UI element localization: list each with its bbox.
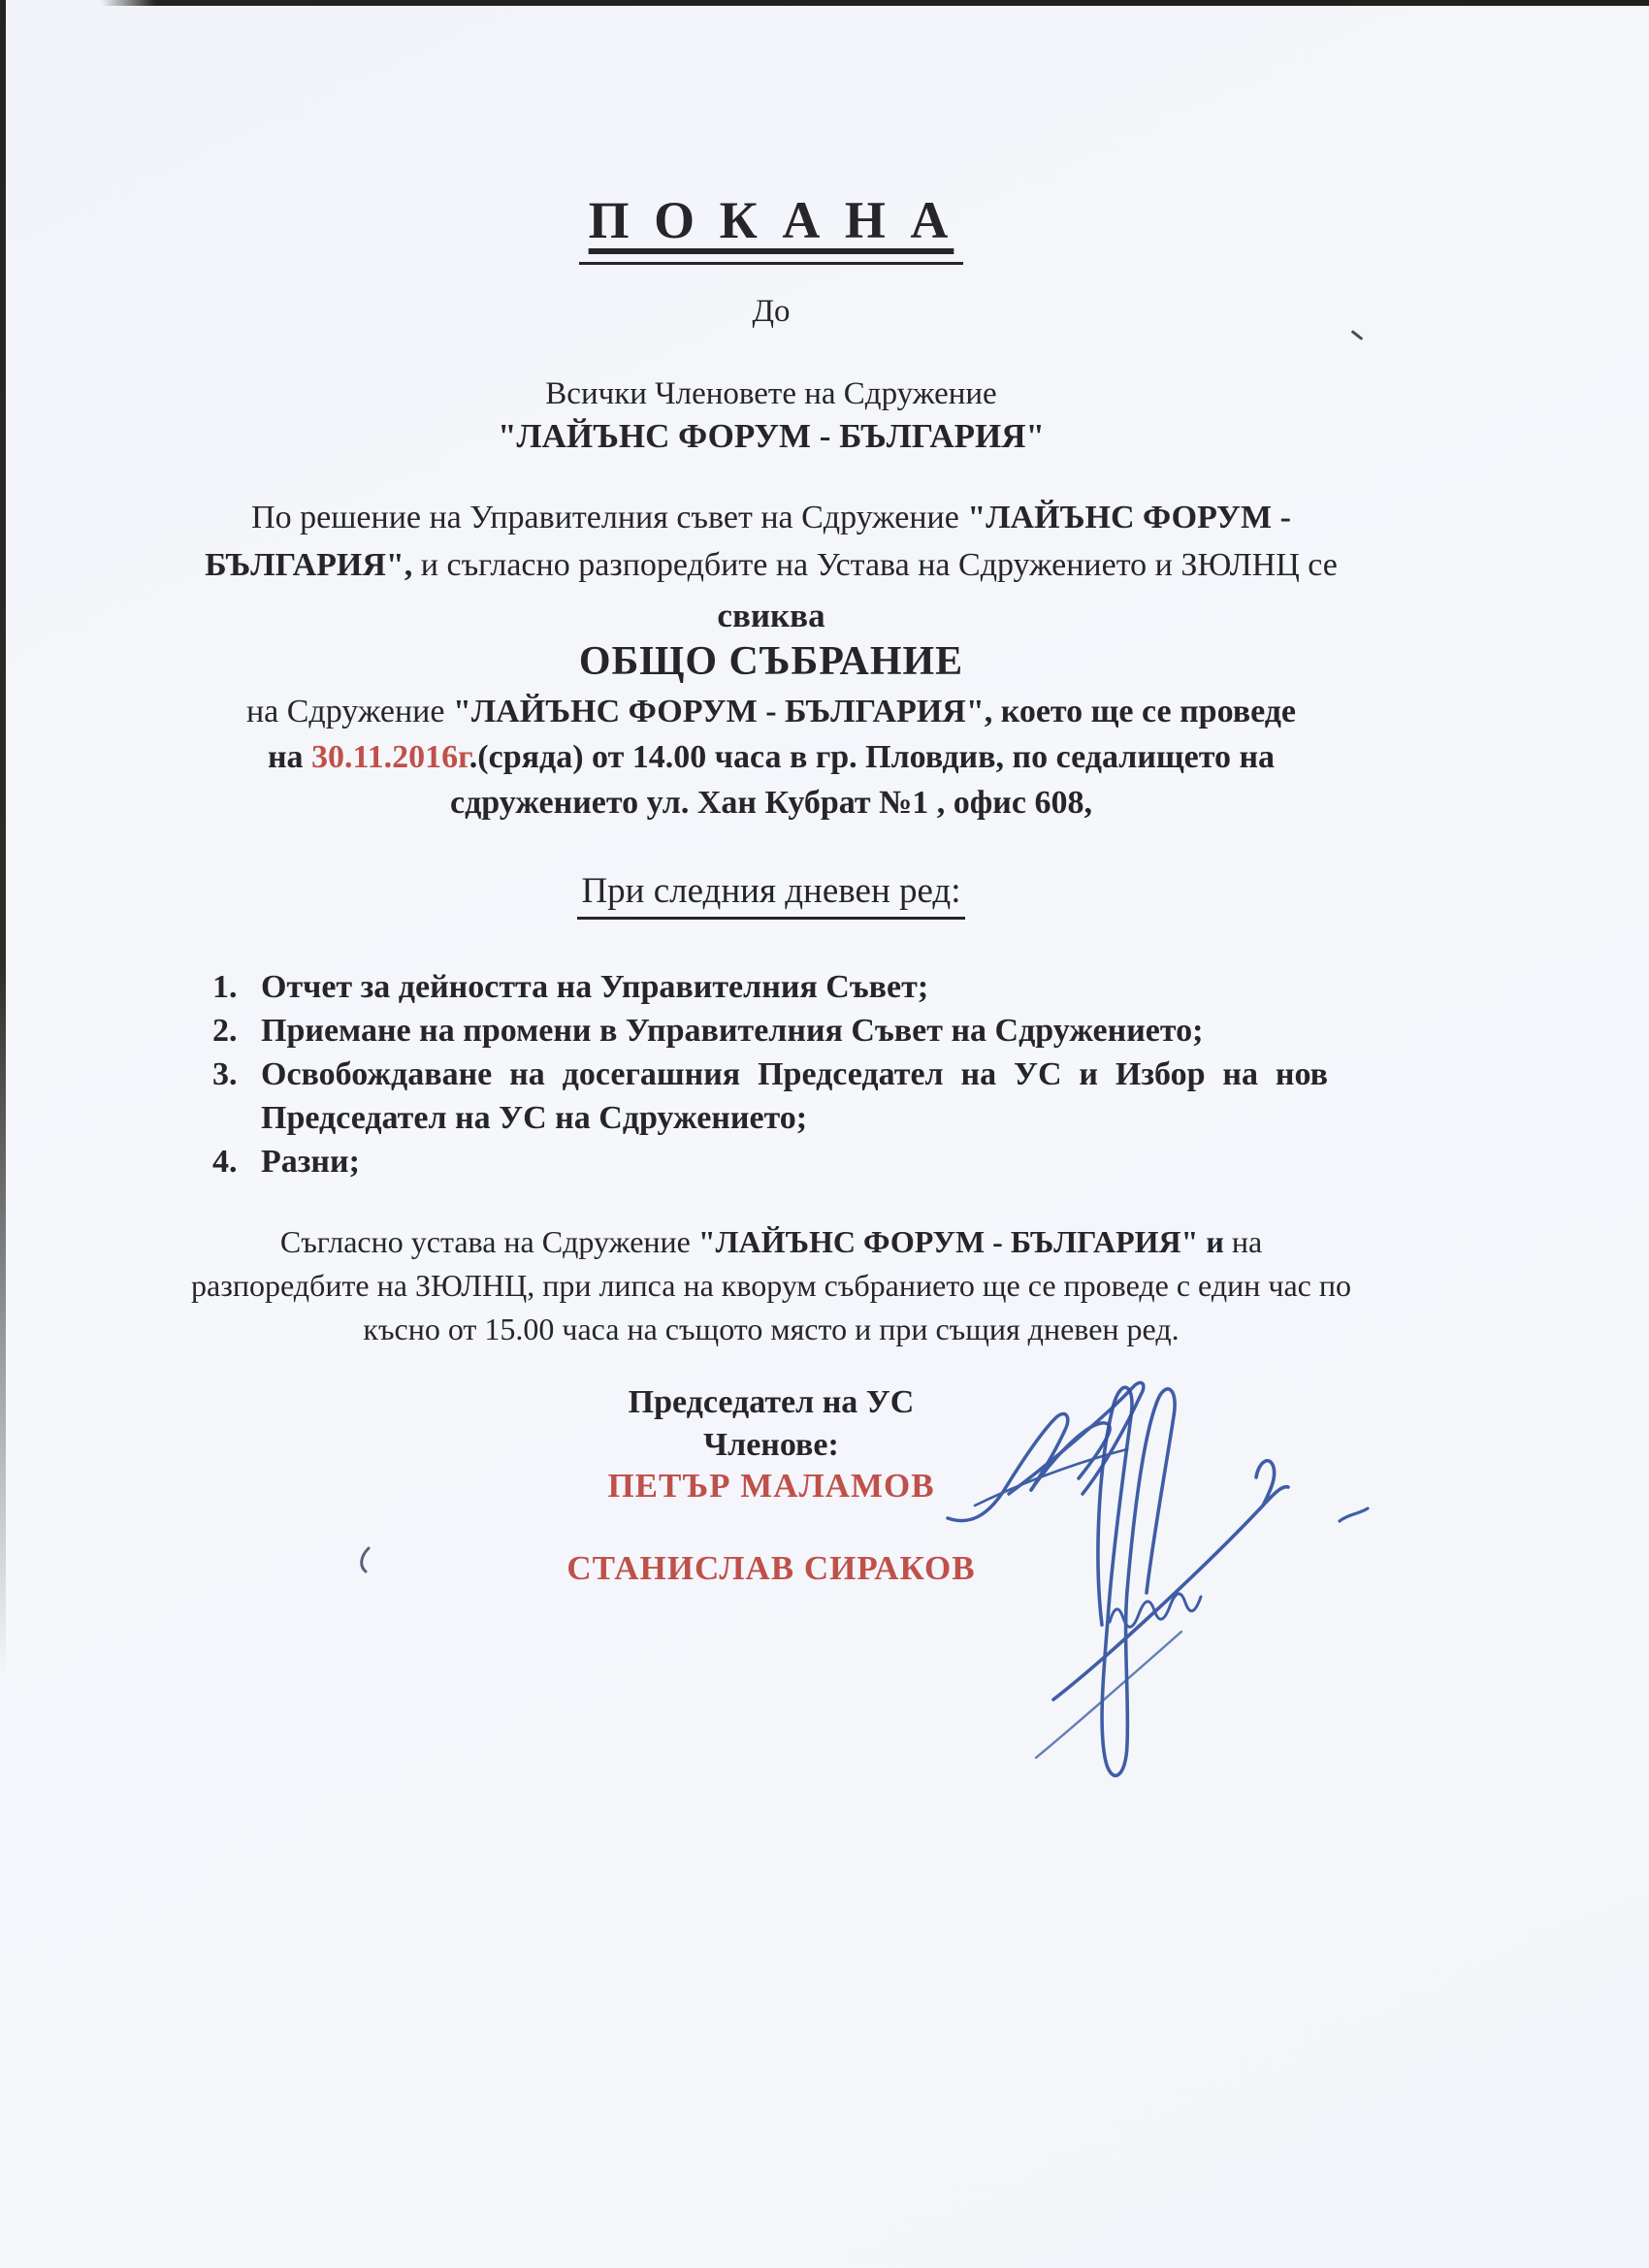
agenda-item-number: 2. xyxy=(212,1013,238,1049)
assembly-title: ОБЩО СЪБРАНИЕ xyxy=(578,639,964,684)
meeting-line-1: на Сдружение "ЛАЙЪНС ФОРУМ - БЪЛГАРИЯ", което ще се проведе xyxy=(245,694,1297,729)
meeting-details-paragraph xyxy=(0,689,1542,826)
quorum-line-3: късно от 15.00 часа на същото място и при същия дневен ред. xyxy=(363,1312,1180,1346)
handwritten-signatures xyxy=(873,1348,1416,1814)
signature-dash xyxy=(1340,1508,1368,1521)
meeting-line-2: на 30.11.2016г.(сряда) от 14.00 часа в гр. Пловдив, по седалището на xyxy=(267,739,1276,775)
agenda-item-text: Приемане на промени в Управителния Съвет на Сдружението; xyxy=(261,1013,1204,1049)
member-name-petar-malamov: ПЕТЪР МАЛАМОВ xyxy=(607,1467,935,1505)
agenda-item-text: Отчет за дейността на Управителния Съвет; xyxy=(261,969,929,1005)
agenda-list xyxy=(212,965,1328,1183)
meeting-line-3: сдружението ул. Хан Кубрат №1 , офис 608, xyxy=(450,785,1092,821)
quorum-line-1: Съгласно устава на Сдружение "ЛАЙЪНС ФОРУМ - БЪЛГАРИЯ" и на xyxy=(279,1224,1263,1259)
agenda-item-3 xyxy=(212,1053,1328,1140)
agenda-item-4 xyxy=(212,1140,1328,1183)
quorum-paragraph xyxy=(0,1220,1542,1351)
intro-line-1: По решение на Управителния съвет на Сдружение "ЛАЙЪНС ФОРУМ - xyxy=(251,500,1291,535)
agenda-heading: При следния дневен ред: xyxy=(577,870,964,920)
agenda-item-number: 3. xyxy=(212,1056,238,1092)
document-title: П О К А Н А xyxy=(579,190,964,265)
addressee-line: Всички Членовете на Сдружение xyxy=(545,376,997,411)
signature-stanislav-scribble xyxy=(1036,1387,1368,1775)
scan-edge-top xyxy=(101,0,1649,6)
agenda-item-number: 1. xyxy=(212,969,238,1005)
scan-speck xyxy=(1351,330,1364,340)
to-label: До xyxy=(752,294,791,329)
chairman-label: Председател на УС xyxy=(628,1384,915,1420)
organization-name: "ЛАЙЪНС ФОРУМ - БЪЛГАРИЯ" xyxy=(498,417,1045,455)
members-label: Членове: xyxy=(703,1427,839,1463)
quorum-line-2: разпоредбите на ЗЮЛНЦ, при липса на кворум събранието ще се проведе с един час по xyxy=(191,1268,1351,1303)
member-name-stanislav-sirakov: СТАНИСЛАВ СИРАКОВ xyxy=(566,1549,976,1587)
agenda-item-text: Освобождаване на досегашния Председател на УС и Избор на нов Председател на УС на Сдружението; xyxy=(261,1056,1328,1136)
agenda-item-text: Разни; xyxy=(261,1144,360,1180)
stray-pen-mark xyxy=(349,1537,398,1585)
convene-word: свиква xyxy=(717,597,825,634)
intro-paragraph xyxy=(0,494,1542,589)
agenda-item-number: 4. xyxy=(212,1144,238,1180)
agenda-item-2 xyxy=(212,1009,1328,1053)
agenda-item-1 xyxy=(212,965,1328,1009)
intro-line-2: БЪЛГАРИЯ", и съгласно разпоредбите на Устава на Сдружението и ЗЮЛНЦ се xyxy=(205,547,1338,583)
